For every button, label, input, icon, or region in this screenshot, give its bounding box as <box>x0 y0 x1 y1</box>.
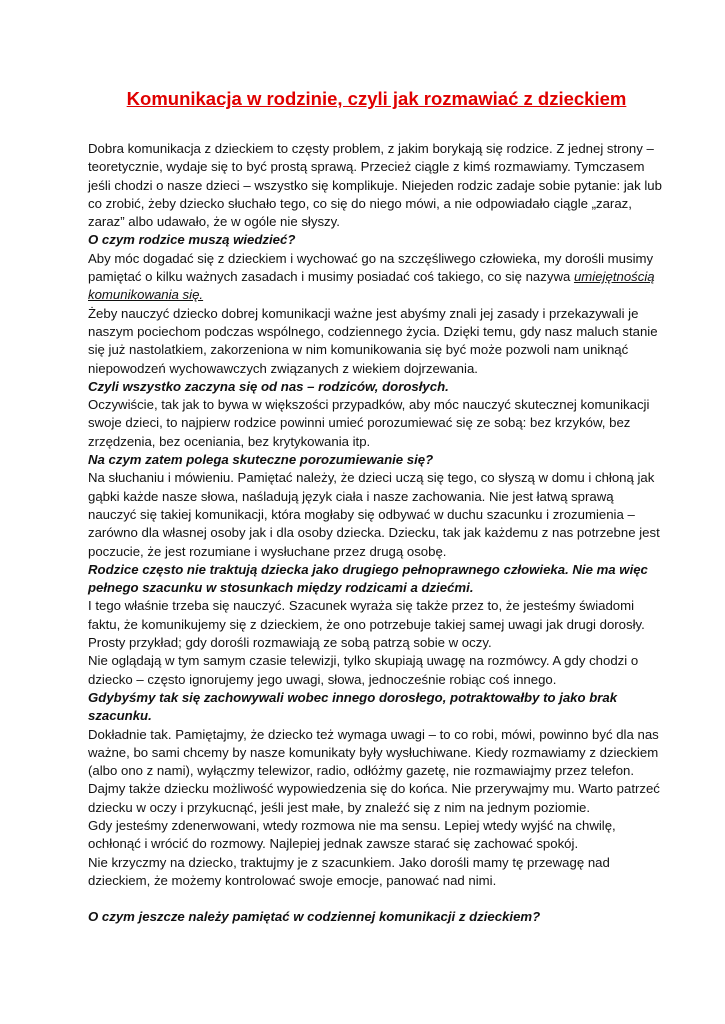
question-heading: Gdybyśmy tak się zachowywali wobec innego dorosłego, potraktowałby to jako brak szacunku. <box>88 689 618 724</box>
question-heading: Na czym zatem polega skuteczne porozumiewanie się? <box>88 452 434 468</box>
paragraph: Gdy jesteśmy zdenerwowani, wtedy rozmowa nie ma sensu. Lepiej wtedy wyjść na chwilę, ochłonąć i wrócić do rozmowy. Najlepiej jednak zawsze starać się zachować spokój. <box>88 817 616 852</box>
blank-line <box>88 890 665 908</box>
question-heading: O czym jeszcze należy pamiętać w codziennej komunikacji z dzieckiem? <box>88 909 541 925</box>
paragraph: Żeby nauczyć dziecko dobrej komunikacji ważne jest abyśmy znali jej zasady i przekazywali je naszym pociechom podczas wspólnego, codziennego życia. Dzięki temu, gdy nasz maluch stanie się już nastolatkiem, zakorzeniona w nim komunikowania się być może pozwoli nam uniknąć niepowodzeń wychowawczych związanych z wiekiem dojrzewania. <box>88 305 658 376</box>
question-heading: O czym rodzice muszą wiedzieć? <box>88 232 296 248</box>
paragraph: Nie krzyczmy na dziecko, traktujmy je z szacunkiem. Jako dorośli mamy tę przewagę nad dzieckiem, że możemy kontrolować swoje emocje, panować nad nimi. <box>88 854 610 888</box>
paragraph: Nie oglądają w tym samym czasie telewizji, tylko skupiają uwagę na rozmówcy. A gdy chodzi o dziecko – często ignorujemy jego uwagi, słowa, jednocześnie robiąc coś innego. <box>88 653 639 687</box>
question-heading: Rodzice często nie traktują dziecka jako drugiego pełnoprawnego człowieka. Nie ma więc pełnego szacunku w stosunkach między rodzicami a dziećmi. <box>88 561 648 596</box>
paragraph: Na słuchaniu i mówieniu. Pamiętać należy, że dzieci uczą się tego, co słyszą w domu i chłoną jak gąbki każde nasze słowa, naśladują język ciała i nasze zachowania. Nie jest łatwą sprawą nauczyć się takiej komunikacji, która mogłaby się odbywać w duchu szacunku i zrozumienia – zarówno dla własnej osoby jak i dla osoby dziecka. Dziecku, tak jak każdemu z nas potrzebne jest poczucie, że jest rozumiane i wysłuchane przez drugą osobę. <box>88 470 660 559</box>
paragraph <box>88 250 665 305</box>
question-heading: Czyli wszystko zaczyna się od nas – rodziców, dorosłych. <box>88 378 449 394</box>
paragraph-intro: Dobra komunikacja z dzieckiem to częsty problem, z jakim borykają się rodzice. Z jednej strony – teoretycznie, wydaje się to być prostą sprawą. Przecież ciągle z kimś rozmawiamy. Tymczasem jeśli chodzi o nasze dzieci – wszystko się komplikuje. Niejeden rodzic zadaje sobie pytanie: jak lub co zrobić, żeby dziecko słuchało tego, co się do niego mówi, a nie odpowiadało ciągle „zaraz, zaraz” albo udawało, że w ogóle nie słyszy. <box>88 141 662 230</box>
document-title: Komunikacja w rodzinie, czyli jak rozmawiać z dzieckiem <box>126 88 627 109</box>
paragraph: Dokładnie tak. Pamiętajmy, że dziecko też wymaga uwagi – to co robi, mówi, powinno być dla nas ważne, bo sami chcemy by nasze komunikaty były wysłuchiwane. Kiedy rozmawiamy z dzieckiem (albo ono z nami), wyłączmy telewizor, radio, odłóżmy gazetę, nie rozmawiajmy przez telefon. Dajmy także dziecku możliwość wypowiedzenia się do końca. Nie przerywajmy mu. Warto patrzeć dziecku w oczy i przykucnąć, jeśli jest małe, by znaleźć się z nim na jednym poziomie. <box>88 726 660 815</box>
paragraph-text: Aby móc dogadać się z dzieckiem i wychować go na szczęśliwego człowieka, my dorośli musimy pamiętać o kilku ważnych zasadach i musimy posiadać coś takiego, co się nazywa <box>88 250 654 285</box>
communication-skill-link[interactable]: umiejętnością komunikowania się. <box>88 269 655 303</box>
document-body <box>88 140 665 926</box>
paragraph: I tego właśnie trzeba się nauczyć. Szacunek wyraża się także przez to, że jesteśmy świadomi faktu, że komunikujemy się z dzieckiem, że ono potrzebuje takiej samej uwagi jak drugi dorosły. Prosty przykład; gdy dorośli rozmawiają ze sobą patrzą sobie w oczy. <box>88 598 645 651</box>
paragraph: Oczywiście, tak jak to bywa w większości przypadków, aby móc nauczyć skutecznej komunikacji swoje dzieci, to najpierw rodzice powinni umieć porozumiewać się ze sobą: bez krzyków, bez zrzędzenia, bez oceniania, bez krytykowania itp. <box>88 397 650 449</box>
